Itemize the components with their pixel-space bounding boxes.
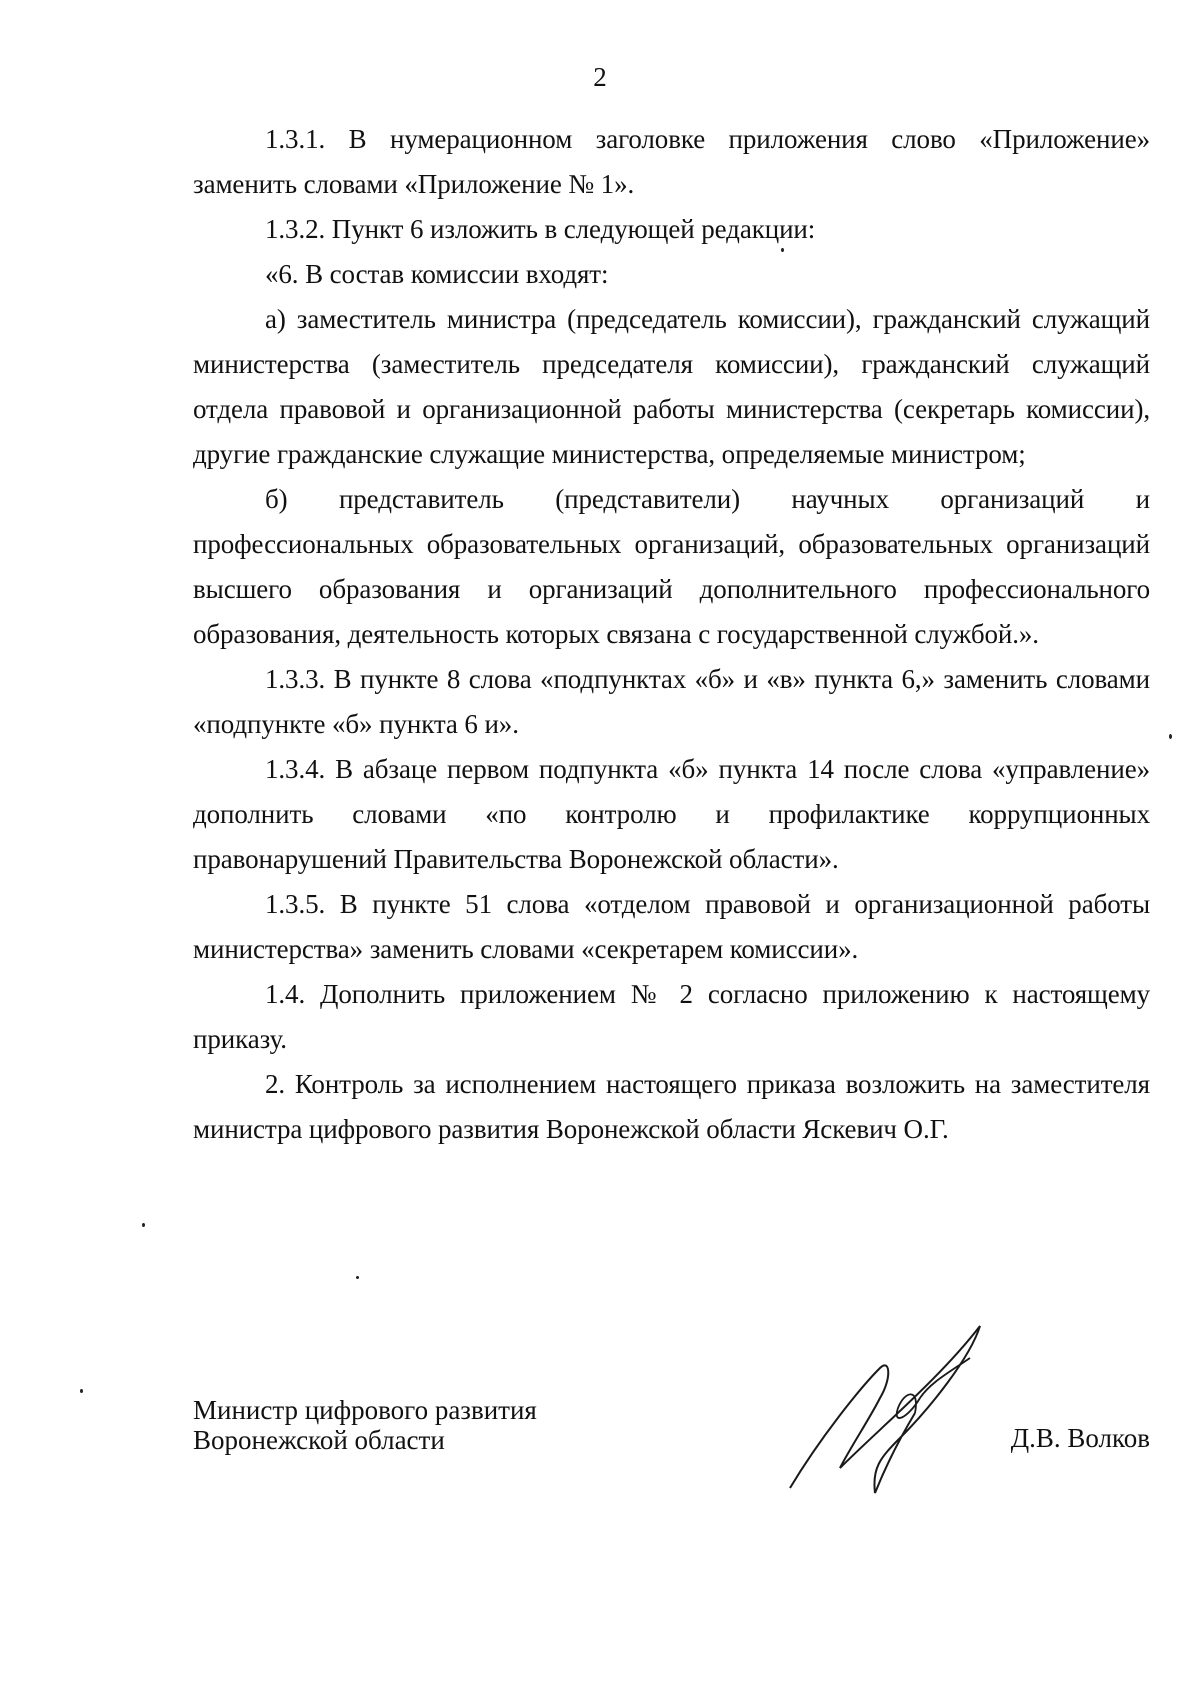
page-number: 2	[593, 62, 607, 92]
paragraph-1-3-5: 1.3.5. В пункте 51 слова «отделом правовой и организационной работы министерства» заменить словами «секретарем комиссии».	[193, 889, 1150, 964]
paragraph-2: 2. Контроль за исполнением настоящего приказа возложить на заместителя министра цифрового развития Воронежской области Яскевич О.Г.	[193, 1069, 1150, 1144]
paragraph-1-4: 1.4. Дополнить приложением № 2 согласно приложению к настоящему приказу.	[193, 979, 1150, 1054]
paragraph-quote-6: «6. В состав комиссии входят:	[265, 259, 609, 289]
paragraph-sub-b: б) представитель (представители) научных организаций и профессиональных образовательных организаций, образовательных организаций высшего образования и организаций дополнительного профессионального образования, деятельность которых связана с государственной службой.».	[193, 484, 1150, 649]
paragraph-1-3-3: 1.3.3. В пункте 8 слова «подпунктах «б» и «в» пункта 6,» заменить словами «подпункте «б» пункта 6 и».	[193, 664, 1150, 739]
handwritten-signature	[780, 1318, 1000, 1498]
scan-speck	[80, 1389, 83, 1393]
paragraph-sub-a: а) заместитель министра (председатель комиссии), гражданский служащий министерства (заместитель председателя комиссии), гражданский служащий отдела правовой и организационной работы министерства (секретарь комиссии), другие гражданские служащие министерства, определяемые министром;	[193, 304, 1150, 469]
signatory-position-line2: Воронежской области	[193, 1425, 445, 1455]
signatory-position	[193, 1395, 537, 1455]
paragraph-1-3-2: 1.3.2. Пункт 6 изложить в следующей редакции:	[265, 214, 816, 244]
signatory-name: Д.В. Волков	[1010, 1423, 1150, 1453]
paragraph-1-3-1: 1.3.1. В нумерационном заголовке приложения слово «Приложение» заменить словами «Приложение № 1».	[193, 124, 1150, 199]
scan-speck	[781, 248, 784, 252]
paragraph-1-3-4: 1.3.4. В абзаце первом подпункта «б» пункта 14 после слова «управление» дополнить словами «по контролю и профилактике коррупционных правонарушений Правительства Воронежской области».	[193, 754, 1150, 874]
scan-speck	[356, 1276, 359, 1279]
scan-speck	[1169, 734, 1172, 739]
signatory-position-line1: Министр цифрового развития	[193, 1395, 537, 1425]
document-body	[193, 117, 1150, 1152]
scan-speck	[142, 1223, 145, 1227]
